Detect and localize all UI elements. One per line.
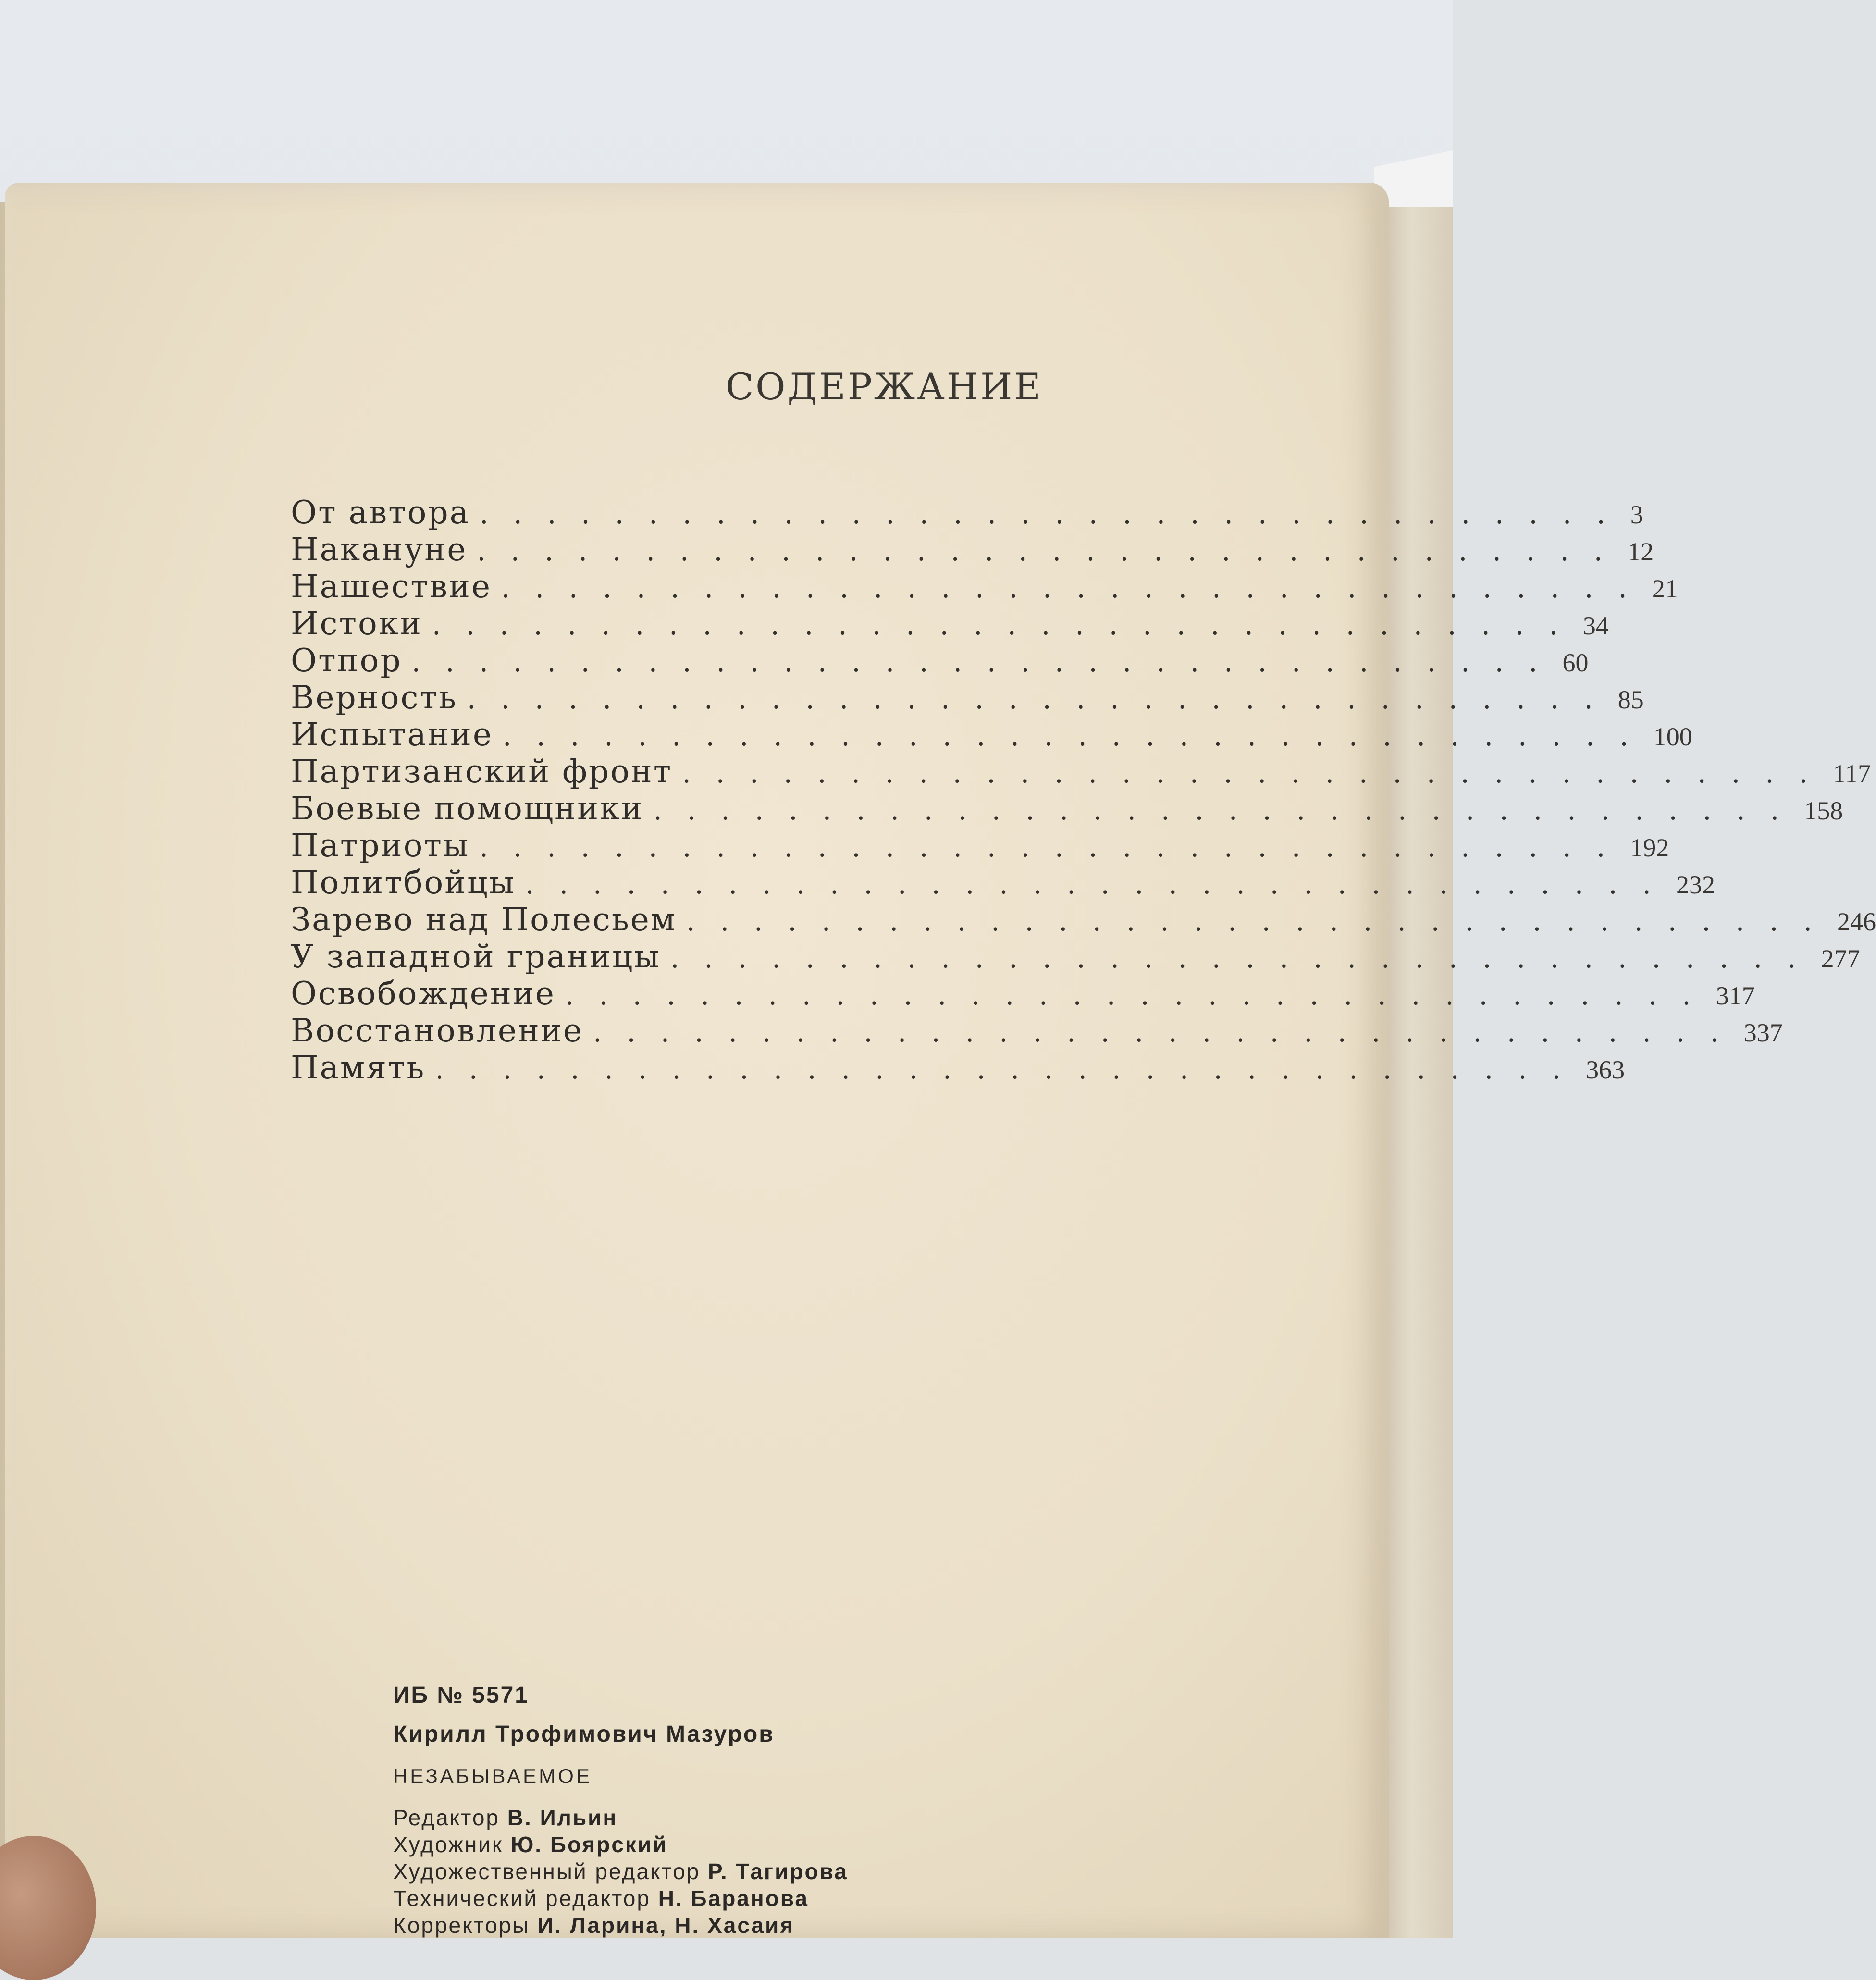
toc-entry-page: 317 [1716, 981, 1755, 1010]
credit-role: Технический редактор [393, 1886, 651, 1911]
toc-entry [291, 531, 1654, 568]
toc-entry-label: Истоки [291, 605, 423, 642]
toc-entry-label: Накануне [291, 531, 468, 568]
toc-entry [291, 864, 1715, 901]
toc-entry-page: 3 [1630, 500, 1643, 529]
toc-entry [291, 568, 1678, 605]
toc-leader-dots: .................................. [479, 497, 1630, 530]
imprint-block [393, 1682, 848, 1939]
toc-entry-label: Восстановление [291, 1012, 583, 1049]
toc-entry-label: Боевые помощники [291, 790, 644, 827]
credit-role: Корректоры [393, 1913, 530, 1938]
toc-entry [291, 901, 1876, 938]
toc-entry-page: 34 [1582, 611, 1609, 640]
toc-entry [291, 679, 1644, 716]
toc-title: СОДЕРЖАНИЕ [726, 365, 1043, 408]
toc-entry [291, 605, 1609, 642]
credit-role: Художественный редактор [393, 1859, 701, 1884]
toc-entry-page: 12 [1628, 537, 1654, 566]
toc-leader-dots: .................................. [432, 608, 1583, 641]
toc-entry [291, 753, 1871, 790]
toc-entry-label: От автора [291, 494, 470, 531]
toc-entry [291, 642, 1589, 679]
toc-entry-label: Испытание [291, 716, 493, 753]
toc-entry-page: 158 [1804, 796, 1843, 825]
credit-name: И. Ларина, Н. Хасаия [537, 1913, 795, 1938]
credit-role: Редактор [393, 1805, 500, 1830]
toc-leader-dots: .................................. [653, 793, 1804, 826]
credit-name: Н. Баранова [658, 1886, 809, 1911]
toc-entry-label: Патриоты [291, 827, 470, 864]
toc-entry-label: Зарево над Полесьем [291, 901, 677, 938]
credit-line [393, 1804, 848, 1831]
toc-entry-page: 85 [1617, 685, 1644, 714]
toc-leader-dots: .................................. [565, 978, 1716, 1011]
toc-entry [291, 716, 1692, 753]
toc-entry-page: 117 [1833, 759, 1871, 788]
toc-entry-page: 277 [1821, 944, 1860, 973]
toc-leader-dots: .................................. [467, 682, 1618, 715]
author-name: Кирилл Трофимович Мазуров [393, 1721, 775, 1747]
credit-name: Ю. Боярский [510, 1832, 668, 1857]
toc-entry-page: 100 [1653, 722, 1692, 751]
toc-entry-page: 363 [1586, 1055, 1625, 1084]
credit-line [393, 1858, 848, 1885]
toc-entry-label: Отпор [291, 642, 402, 679]
toc-leader-dots: .................................. [501, 571, 1652, 604]
toc-entry-label: Политбойцы [291, 864, 516, 901]
toc-entry-label: Партизанский фронт [291, 753, 673, 790]
toc-leader-dots: .................................. [682, 756, 1833, 789]
toc-entry-label: Верность [291, 679, 457, 716]
toc-entry-page: 21 [1652, 574, 1678, 603]
toc-entry-label: Нашествие [291, 568, 492, 605]
toc-leader-dots: .................................. [592, 1015, 1744, 1048]
toc-leader-dots: .................................. [686, 904, 1838, 937]
toc-leader-dots: .................................. [411, 645, 1563, 678]
toc-entry [291, 1049, 1625, 1086]
credit-line [393, 1912, 848, 1939]
ib-number: ИБ № 5571 [393, 1683, 529, 1708]
toc-entry-page: 232 [1676, 870, 1715, 899]
toc-entry-page: 60 [1562, 648, 1589, 677]
credit-line [393, 1885, 848, 1912]
toc-entry-page: 192 [1630, 833, 1669, 862]
toc-entry-page: 337 [1743, 1018, 1783, 1047]
credit-name: В. Ильин [507, 1805, 618, 1830]
toc-leader-dots: .................................. [502, 719, 1654, 752]
toc-leader-dots: .................................. [435, 1052, 1586, 1085]
toc-leader-dots: .................................. [477, 534, 1628, 567]
credit-role: Художник [393, 1832, 504, 1857]
toc-entry-label: Память [291, 1049, 426, 1086]
toc-entry-page: 246 [1837, 907, 1876, 936]
toc-entry [291, 1012, 1783, 1049]
toc-entry [291, 827, 1669, 864]
toc-entry-label: Освобождение [291, 975, 555, 1012]
credit-name: Р. Тагирова [708, 1859, 848, 1884]
toc-leader-dots: .................................. [479, 830, 1630, 863]
book-title: НЕЗАБЫВАЕМОЕ [393, 1765, 592, 1787]
toc-leader-dots: .................................. [525, 867, 1676, 900]
toc-entry [291, 494, 1643, 531]
toc-entry [291, 975, 1755, 1012]
table-of-contents [291, 494, 1876, 1086]
toc-entry [291, 790, 1843, 827]
toc-entry [291, 938, 1860, 975]
toc-leader-dots: .................................. [670, 941, 1821, 974]
toc-entry-label: У западной границы [291, 938, 661, 975]
credit-line [393, 1831, 848, 1858]
